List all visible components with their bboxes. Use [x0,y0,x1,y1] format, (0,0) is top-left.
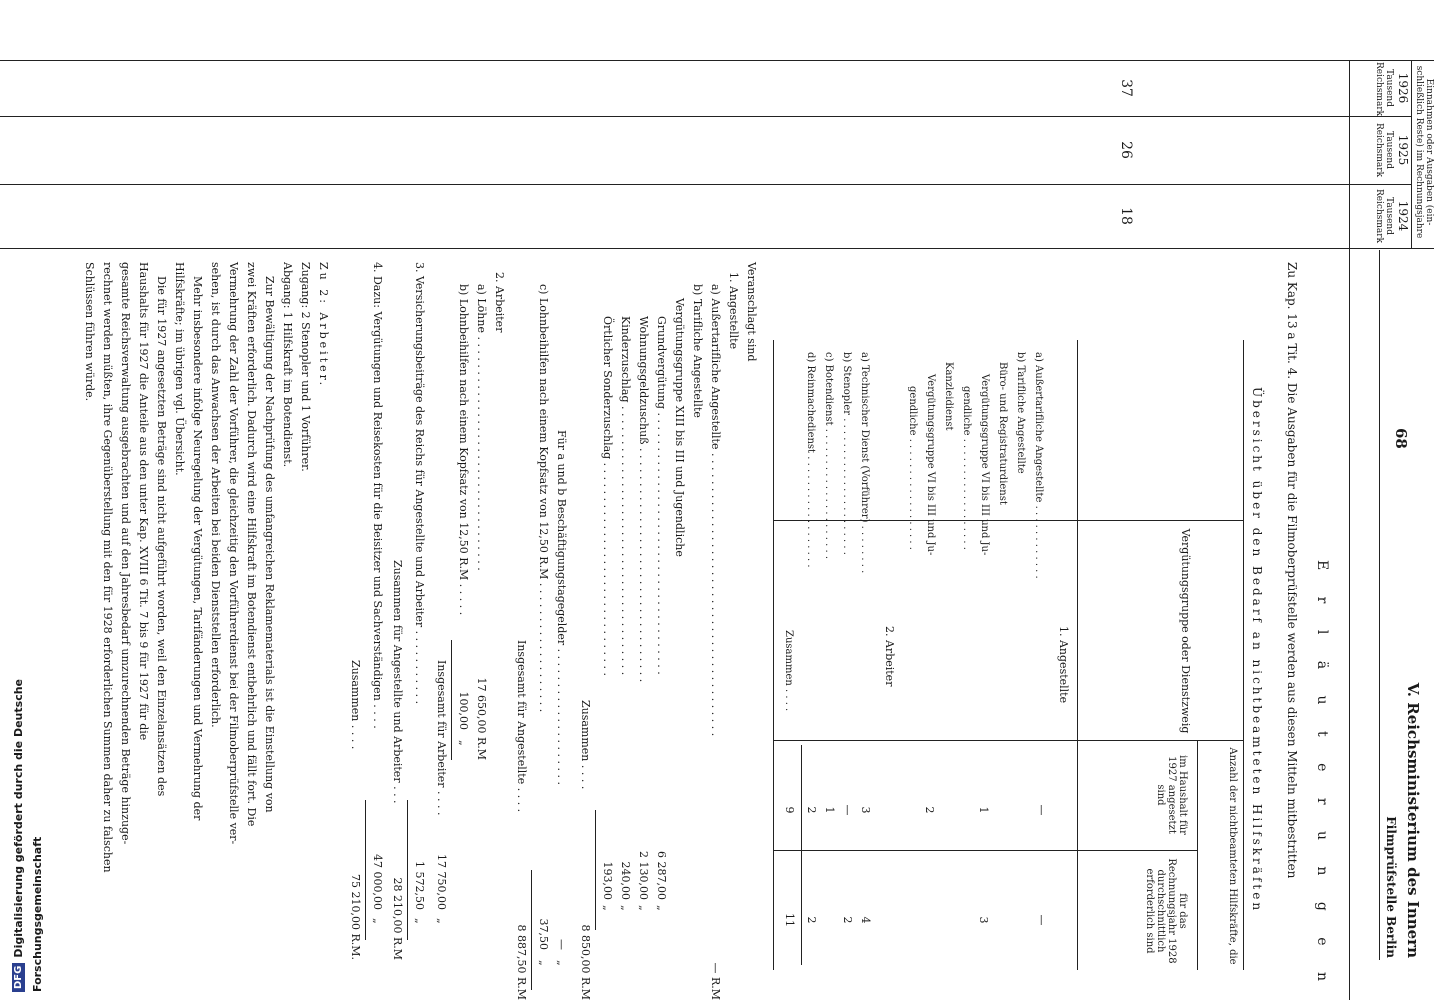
table-arb-row2-c3: 2 [841,916,854,924]
calc-sum1-val: 8 850,00 R.M [579,924,592,1000]
value-1925: 26 [1118,141,1134,159]
calc-total-a-val: 8 887,50 R.M [515,924,528,1000]
left-col-divider-4 [0,248,1434,249]
calc-b-a-val: 17 650,00 R.M [475,677,488,760]
calc-intro: Veranschlagt sind [745,262,758,362]
table-top-rule [1243,340,1244,970]
ministry-title: V. Reichsministerium des Innern [1404,682,1422,958]
table-title: Übersicht über den Bedarf an nichtbeamteten Hilfskräften [1250,386,1264,914]
dfg-stamp [8,608,44,992]
table-arb-row4-c2: 2 [805,806,818,814]
page-number: 68 [1392,428,1410,449]
header-rule [1379,250,1380,960]
notes-p3-line-1: Zur Bewältigung der Nachprüfung des umfangreichen Reklamematerials ist die Einstellung von [263,276,276,813]
calc-line-1-unit: „ [655,905,668,911]
table-head-rule [1077,340,1078,970]
value-1926: 37 [1118,79,1134,97]
table-row4-label: Vergütungsgruppe VI bis III und Ju- [979,374,990,556]
calc-b-total-rule [451,640,452,760]
calc-line-2-unit: „ [637,905,650,911]
table-col1-head: Vergütungsgruppe oder Dienstzweig [1179,528,1192,734]
table-sum-rule [801,745,802,965]
calc-line4-val: 47 000,00 [371,854,384,910]
left-col-divider-1 [0,60,1434,61]
calc-line4-label: 4. Dazu: Vergütungen und Reisekosten für die Beisitzer und Sachverständigen . . . . [371,262,384,729]
intro-text: Zu Kap. 13 a Tit. 4. Die Ausgaben für die Filmoberprüfstelle werden aus diesen Mitteln mitbestritten [1285,262,1299,879]
calc-sum3-label: Zusammen für Angestellte und Arbeiter . . . [391,560,404,804]
table-row6-label: Kanzleidienst [943,362,954,431]
calc-line3-unit: „ [413,918,426,924]
calc-a-a: a) Außertarifliche Angestellte . . . . . . . . . . . . . . . . . . . . . . . . . . . . . . . . . . . . . . . . . [709,284,722,737]
table-arb-row1-label: a) Technischer Dienst (Vorführer) . . . . . . . . [859,352,870,574]
table-col-divider-2 [774,740,1244,741]
table-sec1: 1. Angestellte [1057,626,1070,704]
calc-c-unit: „ [537,960,550,966]
table-group-rule [1197,740,1198,970]
notes-p5-line-3: gesamte Reichsverwaltung ausgebrachten und auf den Jahresbedarf umzurechnenden Beträge hinzuge- [119,262,132,845]
year-1926: 1926 [1396,72,1410,104]
calc-b-b-label: b) Lohnbeihilfen nach einem Kopfsatz von 12,50 R.M . . . . . [457,284,470,616]
table-row1-label: a) Außertarifliche Angestellte . . . . . . . . . . . . [1033,352,1044,579]
calc-c-val: 37,50 [537,918,550,950]
left-col-heading-rule [1411,60,1412,248]
table-arb-row3-c2: 1 [823,806,836,814]
table-row4-c2: 1 [977,806,990,814]
calc-line-3-val: 240,00 [619,861,632,900]
table-total-c2: 9 [783,806,796,814]
table-arb-row4-label: d) Reinmachedienst . . . . . . . . . . . . . . . . . . [805,352,816,568]
notes-abgang: Abgang: 1 Hilfskraft im Botendienst. [281,262,294,468]
table-row7-c2: 2 [923,806,936,814]
table-col3-head: für das Rechnungsjahr 1928 durchschnittlich erforderlich sind [1144,858,1188,964]
table-row4-c3: 3 [977,916,990,924]
notes-p4-line-2: Hilfskräfte; im übrigen vgl. Übersicht. [173,262,186,476]
left-col-top-rule [1349,60,1350,1000]
calc-line-1-val: 6 287,00 [655,851,668,900]
calc-a-a-val: — R.M [709,962,722,1000]
calc-grand-rule [365,800,366,940]
unit-1926: Tausend Reichsmark [1374,62,1394,117]
calc-line-4-val: 193,00 [601,861,614,900]
unit-1925: Tausend Reichsmark [1374,122,1394,178]
calc-line3-label: 3. Versicherungsbeiträge des Reichs für Angestellte und Arbeiter . . . . . . . . . . . [413,262,426,705]
dfg-stamp-text: Digitalisierung gefördert durch die Deutsche Forschungsgemeinschaft [12,678,44,992]
calc-ab-label: Für a und b Beschäftigungstagegelder . . . . . . . . . . . . . . . . . . . . [555,430,568,785]
value-1924: 18 [1118,207,1134,225]
table-arb-row1-c3: 4 [859,916,872,924]
table-row7-label: Vergütungsgruppe VI bis III und Ju- [925,374,936,556]
calc-total-b-label: Insgesamt für Arbeiter . . . . [435,660,448,816]
calc-a-head: 1. Angestellte [727,272,740,350]
calc-b-b-val: 100,00 [457,691,470,730]
calc-ab-val: — [555,939,568,950]
table-arb-row2-c2: — [841,804,854,816]
office-title: Filmprüfstelle Berlin [1384,816,1398,958]
calc-grand-label: Zusammen . . . . [349,660,362,750]
table-total-c3: 11 [783,913,796,927]
table-group-head: Anzahl der nichtbeamteten Hilfskräfte, die [1227,747,1238,965]
notes-p5-line-4: rechnet werden müßten, ihre Gegenüberstellung mit den für 1928 erforderlichen Summen daher zu falschen [101,262,114,873]
table-bottom-rule [773,340,774,970]
calc-c-label: c) Lohnbeihilfen nach einem Kopfsatz von 12,50 R.M . . . . . . . . . . . . . . . . . . . [537,284,550,713]
calc-a-b1: Vergütungsgruppe XIII bis III und Jugendliche [673,298,686,557]
notes-head: Zu 2: Arbeiter. [317,262,330,389]
calc-sum3-val: 28 210,00 R.M [391,877,404,960]
left-col-divider-2 [0,116,1412,117]
calc-line-2-val: 2 130,00 [637,851,650,900]
notes-p4-line-1: Mehr insbesondere infolge Neuregelung der Vergütungen, Tarifänderungen und Vermehrung der [191,276,204,821]
calc-line-4-unit: „ [601,905,614,911]
calc-ab-unit: „ [555,960,568,966]
notes-zugang: Zugang: 2 Stenopler und 1 Vorführer. [299,262,312,472]
calc-line-2-label: Wohnungsgeldzuschuß . . . . . . . . . . . . . . . . . . . . . . . . . . . . . . . . . . [637,316,650,683]
table-row1-c2: — [1035,804,1048,816]
calc-a-total-rule [531,870,532,990]
table-row1-c3: — [1035,914,1048,926]
notes-p3-line-2: zwei Kräften erforderlich. Dadurch wird eine Hilfskraft im Botendienst entbehrlich und fällt fort. Die [245,262,258,827]
calc-line3-val: 1 572,50 [413,861,426,910]
table-arb-row2-label: b) Stenopler . . . . . . . . . . . . . . . . . . . . . . [841,352,852,555]
unit-1924: Tausend Reichsmark [1374,188,1394,244]
calc-total-b-unit: „ [435,918,448,924]
left-col-divider-3 [0,184,1412,185]
notes-p5-line-1: Die für 1927 angesetzten Beträge sind nicht aufgeführt worden, weil den Einzelansätzen des [155,276,168,797]
notes-p5-line-5: Schlüssen führen würde. [83,262,96,402]
table-col-divider-3 [774,850,1198,851]
table-sec2: 2. Arbeiter [883,626,896,687]
table-row5-label: gendliche . . . . . . . . . . . . . . . . . . [961,386,972,550]
calc-total-a-label: Insgesamt für Angestellte . . . . [515,640,528,813]
notes-p3-line-4: sehen, ist durch das Anwachsen der Arbeiten bei beiden Dienststellen erforderlich. [209,262,222,728]
calc-sum1-label: Zusammen . . . . [579,700,592,790]
dfg-logo-icon: DFG [12,963,25,992]
calc-b-b-unit: „ [457,740,470,746]
table-total-label: Zusammen . . . . [783,630,794,712]
notes-p3-line-3: Vermehrung der Zahl der Vorführer, die gleichzeitig den Vorführerdienst bei der Filmoberprüfstelle ver- [227,262,240,845]
section-title: E r l ä u t e r u n g e n [1314,560,1330,993]
calc-sum1-rule [595,810,596,930]
table-row2-label: b) Tarifliche Angestellte [1015,352,1026,474]
notes-p5-line-2: Haushalts für 1927 die Anteile aus den unter Kap. XVIII 6 Tit. 7 bis 9 für 1927 für die [137,262,150,741]
calc-total-b-val: 17 750,00 [435,854,448,910]
calc-line-3-label: Kinderzuschlag . . . . . . . . . . . . . . . . . . . . . . . . . . . . . . . . . . . . . . . [619,316,632,676]
table-arb-row1-c2: 3 [859,806,872,814]
calc-line4-unit: „ [371,918,384,924]
table-arb-row3-label: c) Botendienst . . . . . . . . . . . . . . . . . . . . . [823,352,834,560]
year-1924: 1924 [1396,200,1410,232]
table-row8-label: gendliche . . . . . . . . . . . . . . . . . . [907,386,918,550]
calc-a-b: b) Tarifliche Angestellte [691,284,704,418]
calc-grand-val: 75 210,00 R.M. [349,873,362,960]
left-col-heading: Einnahmen oder Ausgaben (ein-schließlich Reste) im Rechnungsjahre [1414,65,1434,239]
table-row3-label: Büro- und Registraturdienst [997,362,1008,505]
calc-line-4-label: Örtlicher Sonderzuschlag . . . . . . . . . . . . . . . . . . . . . . . . . . . . . . . [601,316,614,676]
calc-b-head: 2. Arbeiter [493,272,506,333]
calc-b-a-label: a) Löhne . . . . . . . . . . . . . . . . . . . . . . . . . . . . . . . . . . [475,284,488,571]
year-1925: 1925 [1396,134,1410,166]
calc-line-1-label: Grundvergütung . . . . . . . . . . . . . . . . . . . . . . . . . . . . . . . . . . . . . . [655,316,668,675]
table-arb-row4-c3: 2 [805,916,818,924]
calc-sum3-rule [407,800,408,940]
calc-line-3-unit: „ [619,905,632,911]
table-col2-head: im Haushalt für 1927 angesetzt sind [1155,755,1188,835]
